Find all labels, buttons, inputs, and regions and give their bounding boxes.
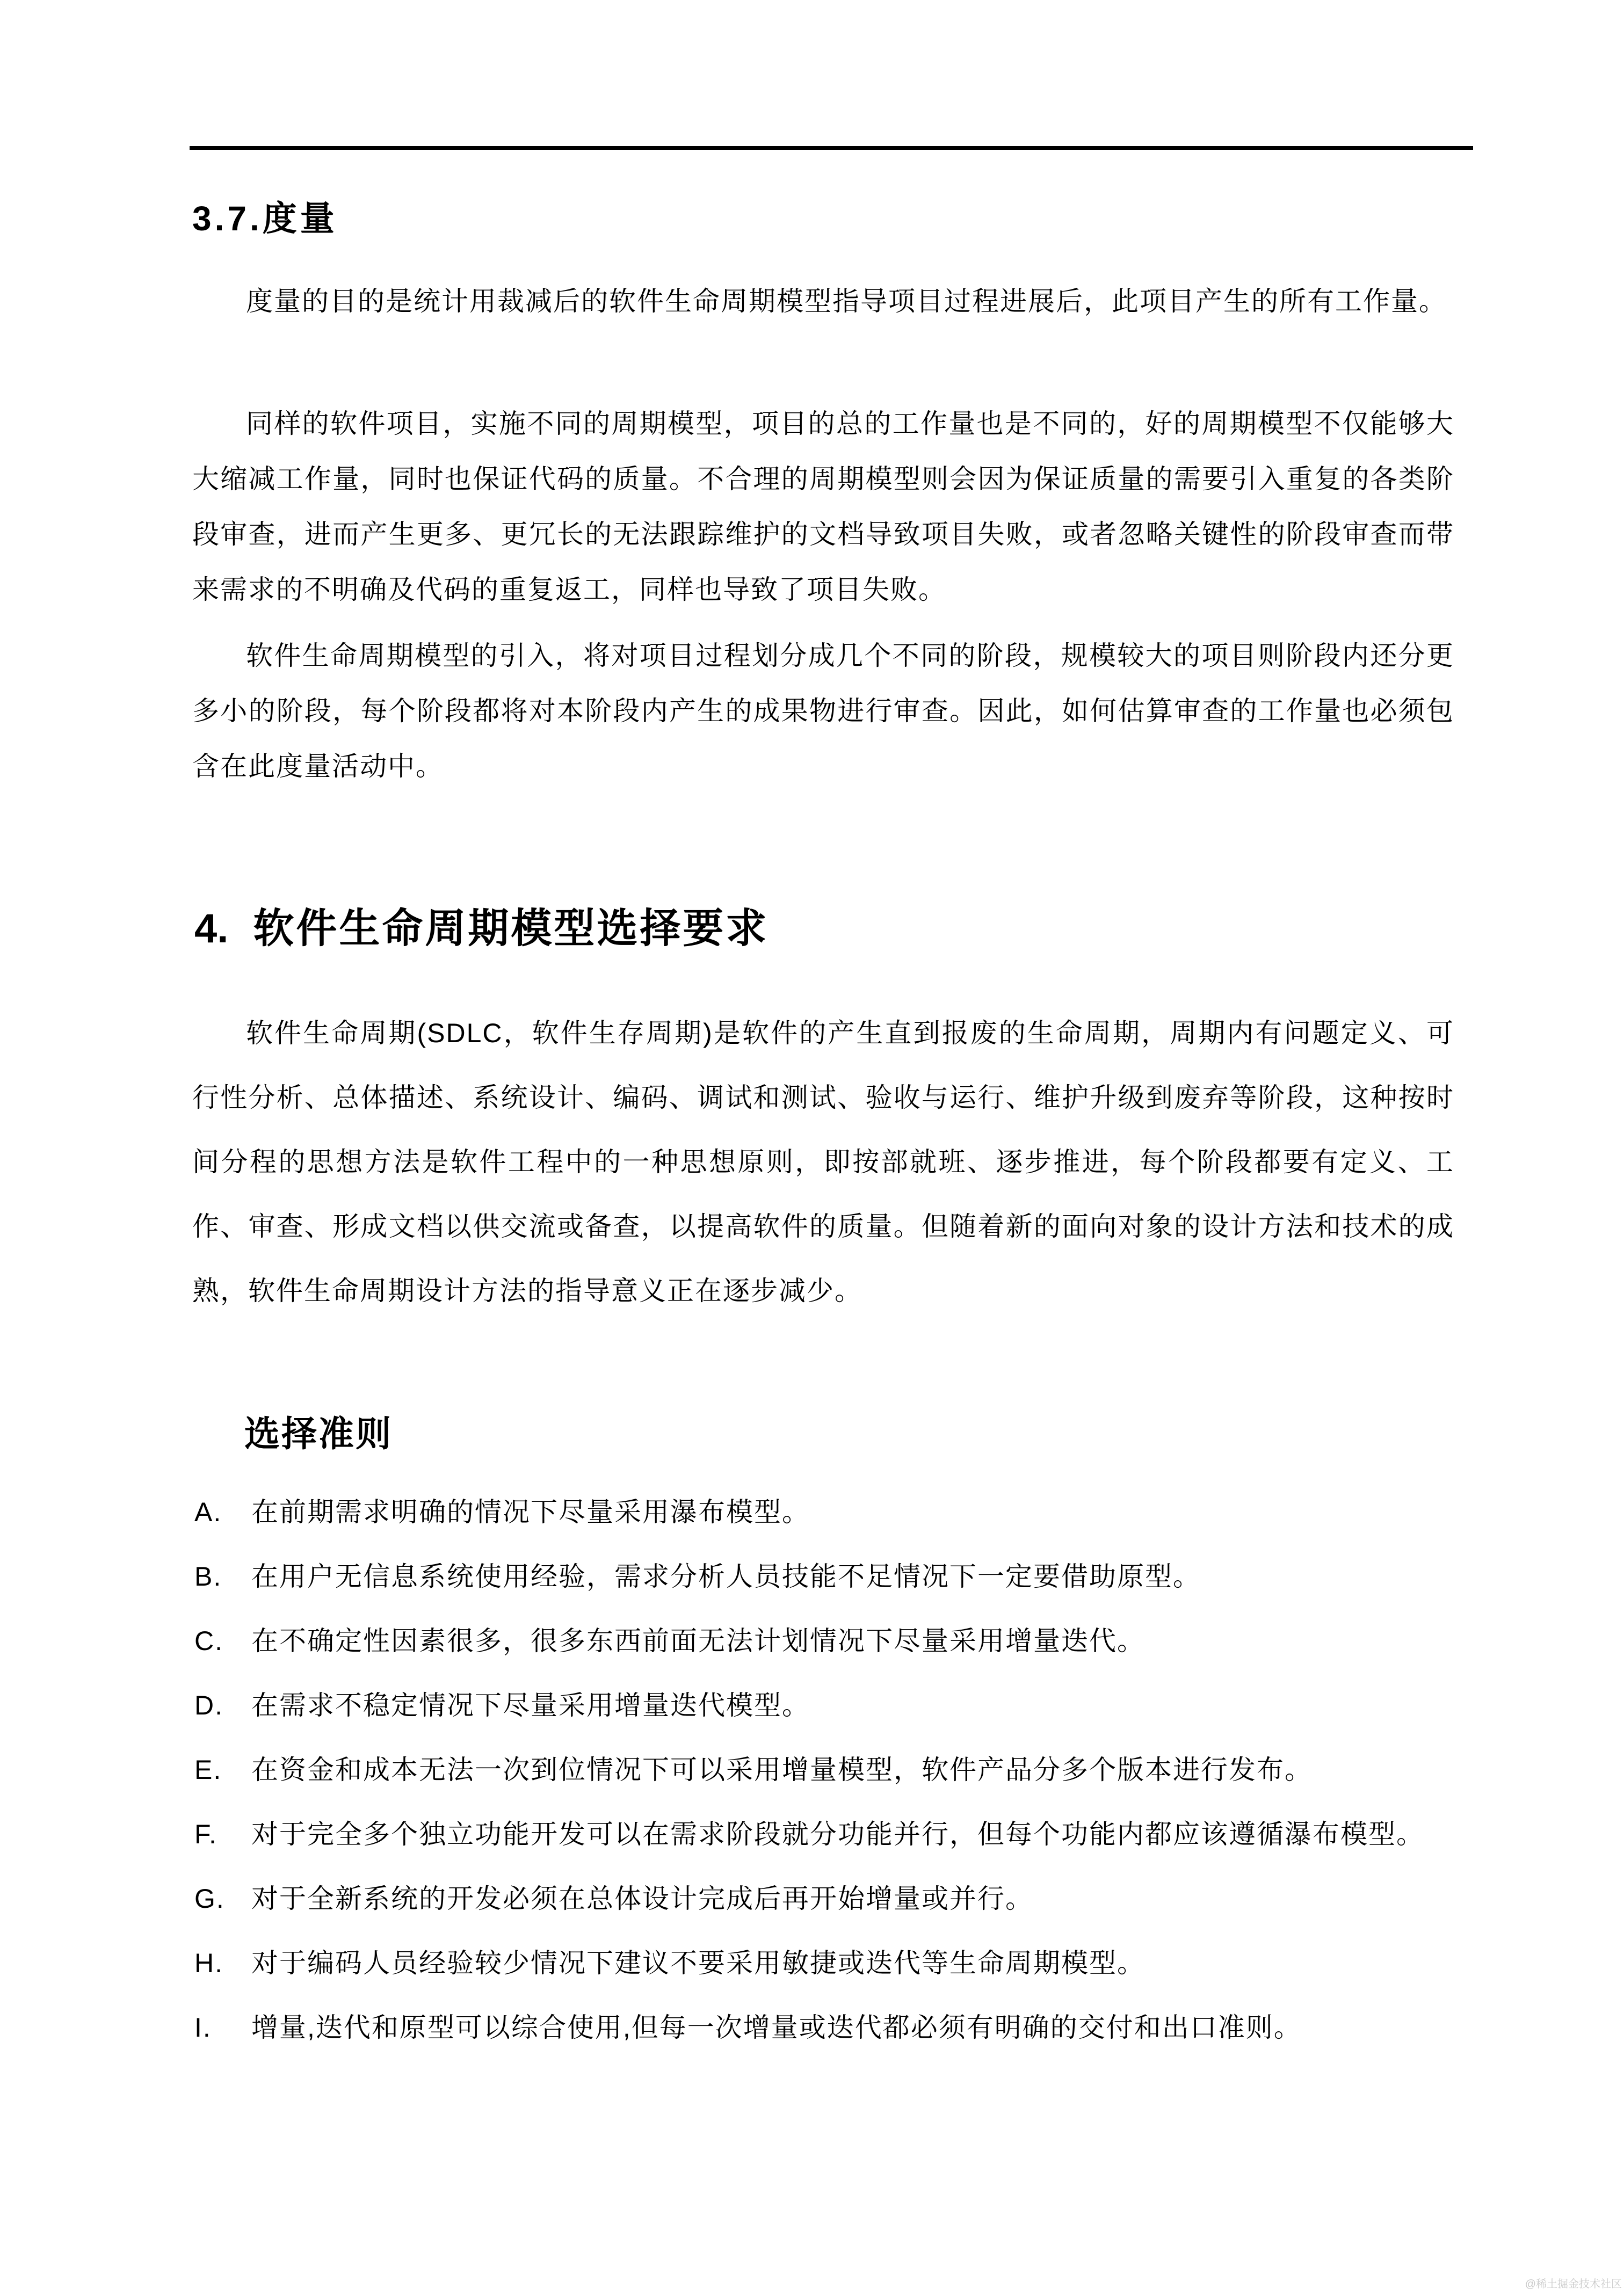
criterion-text: 在前期需求明确的情况下尽量采用瀑布模型。 [251,1497,810,1527]
section-4-number: 4. [194,906,229,951]
horizontal-divider [190,146,1473,150]
criterion-label: H. [194,1948,223,1978]
criterion-text: 在不确定性因素很多，很多东西前面无法计划情况下尽量采用增量迭代。 [251,1626,1145,1656]
criterion-item-g [194,1883,1033,1915]
criterion-label: I. [194,2012,212,2043]
criterion-item-c [194,1625,1145,1657]
criterion-item-d [194,1689,810,1721]
section-4-paragraph: 软件生命周期(SDLC，软件生存周期)是软件的产生直到报废的生命周期，周期内有问题定义、可行性分析、总体描述、系统设计、编码、调试和测试、验收与运行、维护升级到废弃等阶段，这种按时间分程的思想方法是软件工程中的一种思想原则，即按部就班、逐步推进，每个阶段都要有定义、工作、审查、形成文档以供交流或备查，以提高软件的质量。但随着新的面向对象的设计方法和技术的成熟，软件生命周期设计方法的指导意义正在逐步减少。 [192,1018,1454,1306]
criterion-label: G. [194,1884,225,1914]
criterion-text: 在资金和成本无法一次到位情况下可以采用增量模型，软件产品分多个版本进行发布。 [251,1755,1313,1785]
section-3-7-paragraph-1: 度量的目的是统计用裁减后的软件生命周期模型指导项目过程进展后，此项目产生的所有工作量。 [246,286,1447,316]
criterion-label: D. [194,1690,223,1720]
criterion-label: B. [194,1561,222,1592]
criterion-item-e [194,1754,1313,1786]
criterion-text: 对于编码人员经验较少情况下建议不要采用敏捷或迭代等生命周期模型。 [251,1948,1145,1978]
section-4-heading [194,906,769,951]
criterion-text: 对于完全多个独立功能开发可以在需求阶段就分功能并行，但每个功能内都应该遵循瀑布模型。 [251,1819,1424,1849]
criterion-label: A. [194,1497,222,1527]
criterion-label: E. [194,1755,222,1785]
criterion-text: 对于全新系统的开发必须在总体设计完成后再开始增量或并行。 [251,1884,1033,1914]
criterion-item-a [194,1496,810,1528]
section-3-7-paragraph-3: 软件生命周期模型的引入，将对项目过程划分成几个不同的阶段，规模较大的项目则阶段内还分更多小的阶段，每个阶段都将对本阶段内产生的成果物进行审查。因此，如何估算审查的工作量也必须包含在此度量活动中。 [192,641,1454,781]
section-4-title: 软件生命周期模型选择要求 [253,906,769,951]
section-3-7-paragraph-2: 同样的软件项目，实施不同的周期模型，项目的总的工作量也是不同的，好的周期模型不仅能够大大缩减工作量，同时也保证代码的质量。不合理的周期模型则会因为保证质量的需要引入重复的各类阶段审查，进而产生更多、更冗长的无法跟踪维护的文档导致项目失败，或者忽略关键性的阶段审查而带来需求的不明确及代码的重复返工，同样也导致了项目失败。 [192,409,1454,605]
section-3-7-heading: 3.7.度量 [192,199,338,238]
criterion-item-h [194,1947,1145,1979]
criterion-text: 在需求不稳定情况下尽量采用增量迭代模型。 [251,1690,810,1720]
criterion-item-i [194,2011,1302,2044]
criterion-label: F. [194,1819,218,1849]
site-watermark: @稀土掘金技术社区 [1525,2278,1622,2290]
criteria-heading: 选择准则 [244,1414,393,1454]
criterion-item-b [194,1560,1201,1593]
criterion-text: 增量,迭代和原型可以综合使用,但每一次增量或迭代都必须有明确的交付和出口准则。 [251,2012,1302,2043]
criterion-text: 在用户无信息系统使用经验，需求分析人员技能不足情况下一定要借助原型。 [251,1561,1201,1592]
criterion-item-f [194,1818,1424,1850]
criterion-label: C. [194,1626,223,1656]
